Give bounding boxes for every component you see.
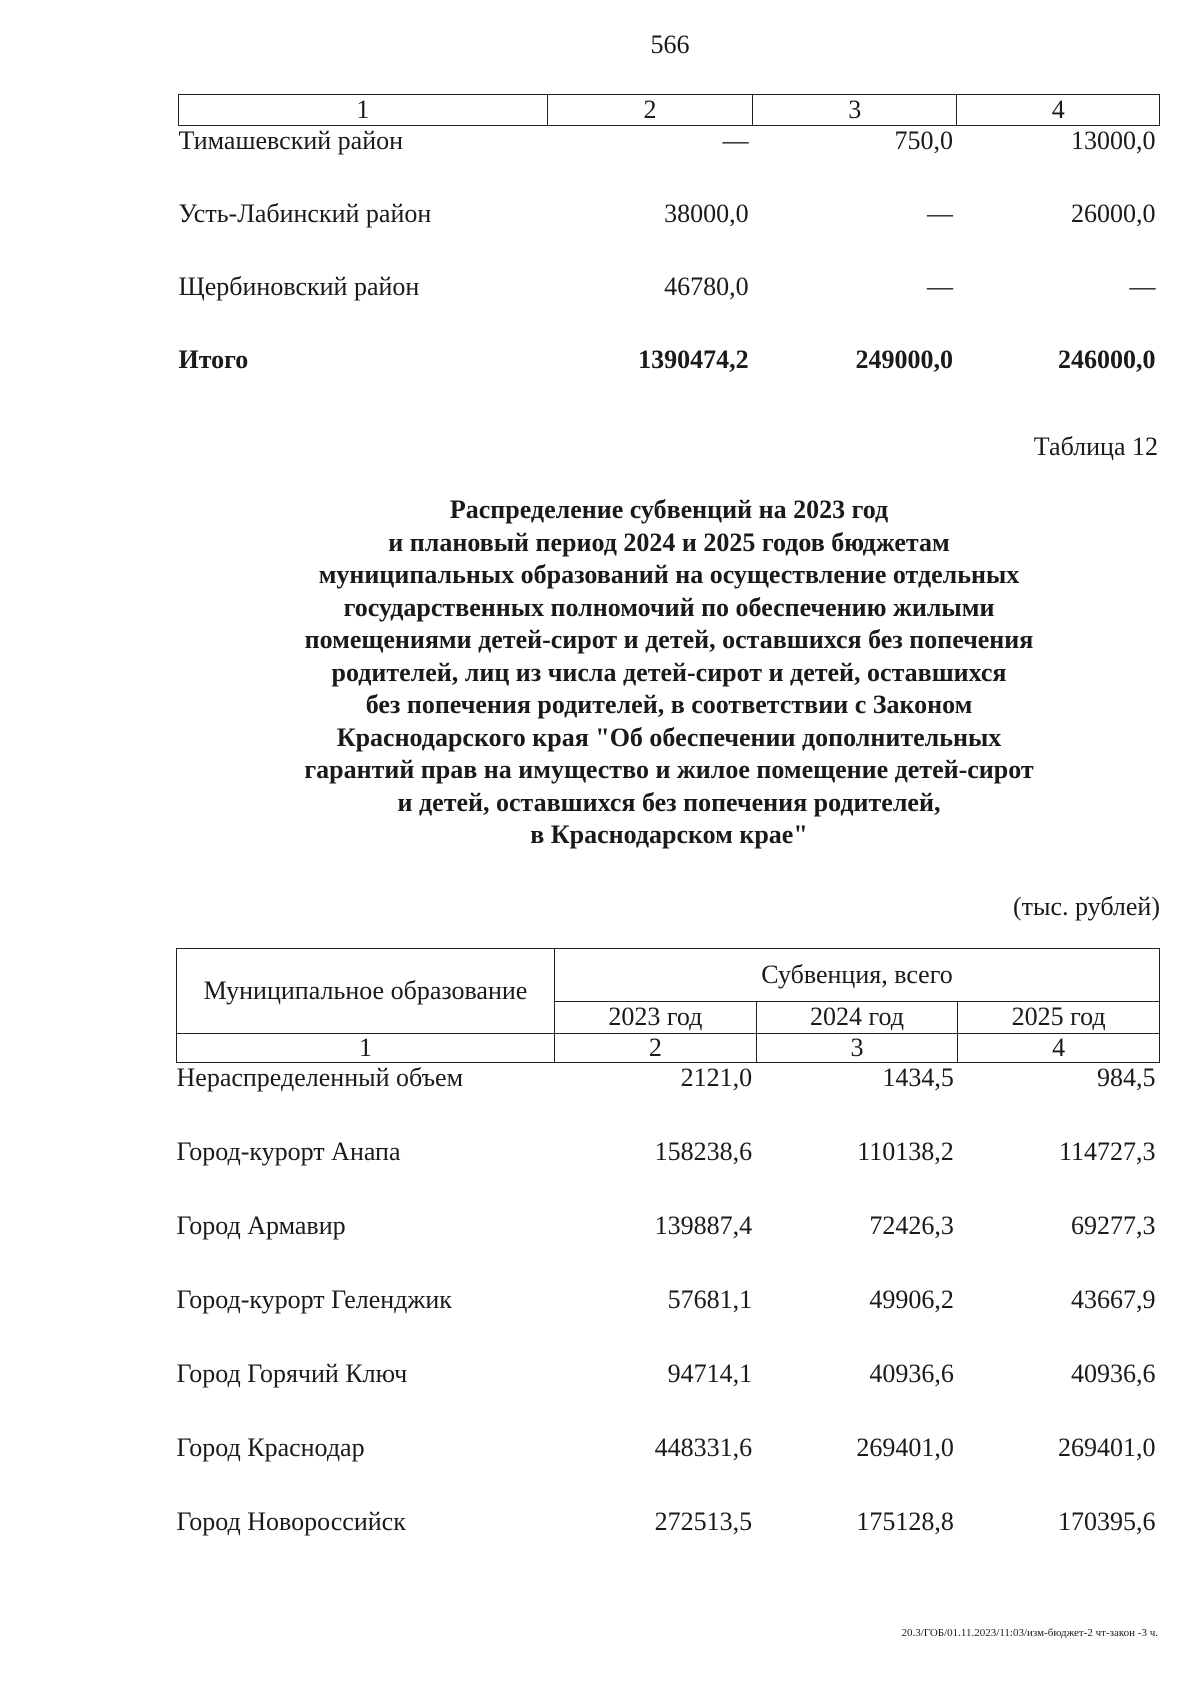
value-2025: 40936,6 [1071,1359,1156,1388]
value-2023: 46780,0 [664,272,749,301]
title-line: Краснодарского края "Об обеспечении дополнительных [336,722,1002,752]
title-line: в Краснодарском крае" [530,820,808,849]
index-cell: 2 [555,1034,757,1063]
row-name: Город Краснодар [176,1433,365,1462]
row-name: Город-курорт Геленджик [176,1285,452,1314]
value-2024: 1434,5 [882,1063,954,1092]
value-2023: 272513,5 [654,1507,753,1536]
table-title [178,494,1160,852]
value-2023: 38000,0 [664,199,749,228]
year-header: 2025 год [958,1001,1160,1033]
row-name: Тимашевский район [178,126,404,155]
title-line: государственных полномочий по обеспечению жилыми [343,592,995,622]
value-2024: — [926,272,953,301]
value-2024: 110138,2 [857,1137,954,1166]
continuation-header-row [179,95,1160,126]
value-2025: 269401,0 [1058,1433,1156,1462]
table-row [177,1137,1160,1211]
total-2025: 246000,0 [1058,345,1156,374]
table-row [177,1211,1160,1285]
header-cell: 1 [179,95,548,126]
value-2023: 448331,6 [654,1433,753,1462]
value-2025: 984,5 [1097,1063,1156,1092]
value-2024: 72426,3 [869,1211,954,1240]
year-header: 2023 год [555,1001,757,1033]
subvention-header: Субвенция, всего [555,949,1160,1002]
index-cell: 3 [756,1034,958,1063]
header-cell: 3 [753,95,957,126]
units-label: (тыс. рублей) [1012,892,1160,921]
title-line: гарантий прав на имущество и жилое помещение детей-сирот [304,755,1034,784]
continuation-table [178,94,1160,418]
value-2023: 57681,1 [667,1285,753,1314]
row-name: Город-курорт Анапа [176,1137,401,1166]
index-cell: 1 [177,1034,555,1063]
header-cell: 4 [957,95,1160,126]
value-2023: 139887,4 [654,1211,753,1240]
value-2023: 158238,6 [654,1137,753,1166]
municipality-header: Муниципальное образование [177,949,555,1034]
value-2025: 13000,0 [1071,126,1156,155]
row-name: Усть-Лабинский район [178,199,432,228]
row-name: Город Армавир [176,1211,346,1240]
value-2023: 94714,1 [667,1359,753,1388]
value-2025: 170395,6 [1058,1507,1156,1536]
value-2025: 114727,3 [1058,1137,1156,1166]
value-2023: 2121,0 [680,1063,753,1092]
table-row [179,199,1160,272]
subvention-table [176,948,1160,1581]
document-footer-code: 20.3/ГОБ/01.11.2023/11:03/изм-бюджет-2 чт-закон -3 ч. [901,1627,1158,1639]
value-2024: — [926,199,953,228]
row-name: Щербиновский район [178,272,420,301]
row-name: Город Горячий Ключ [176,1359,408,1388]
index-cell: 4 [958,1034,1160,1063]
title-line: родителей, лиц из числа детей-сирот и детей, оставшихся [331,657,1007,687]
value-2025: 26000,0 [1071,199,1156,228]
table-row [177,1507,1160,1581]
value-2024: 40936,6 [869,1359,954,1388]
row-name: Город Новороссийск [176,1507,406,1536]
table-row [177,1285,1160,1359]
table-row [179,272,1160,345]
value-2024: 269401,0 [856,1433,954,1462]
value-2025: 43667,9 [1071,1285,1156,1314]
page-number: 566 [650,30,690,59]
title-line: муниципальных образований на осуществление отдельных [318,560,1020,589]
total-2024: 249000,0 [855,345,953,374]
table-row [177,1359,1160,1433]
value-2025: 69277,3 [1071,1211,1156,1240]
title-line: и плановый период 2024 и 2025 годов бюджетам [388,527,950,557]
title-line: помещениями детей-сирот и детей, оставшихся без попечения [304,625,1034,654]
value-2024: 49906,2 [869,1285,954,1314]
value-2024: 175128,8 [856,1507,954,1536]
title-line: и детей, оставшихся без попечения родителей, [397,787,941,817]
value-2024: 750,0 [894,126,953,155]
table-row [177,1063,1160,1138]
total-2023: 1390474,2 [638,345,749,374]
value-2023: — [722,126,749,155]
total-label: Итого [178,345,249,374]
year-header: 2024 год [756,1001,958,1033]
title-line: без попечения родителей, в соответствии с Законом [365,690,973,719]
header-cell: 2 [547,95,752,126]
title-line: Распределение субвенций на 2023 год [449,495,889,524]
table-label: Таблица 12 [1033,432,1158,461]
row-name: Нераспределенный объем [176,1063,464,1092]
table-row [179,126,1160,200]
total-row [179,345,1160,418]
table-row [177,1433,1160,1507]
value-2025: — [1129,272,1156,301]
